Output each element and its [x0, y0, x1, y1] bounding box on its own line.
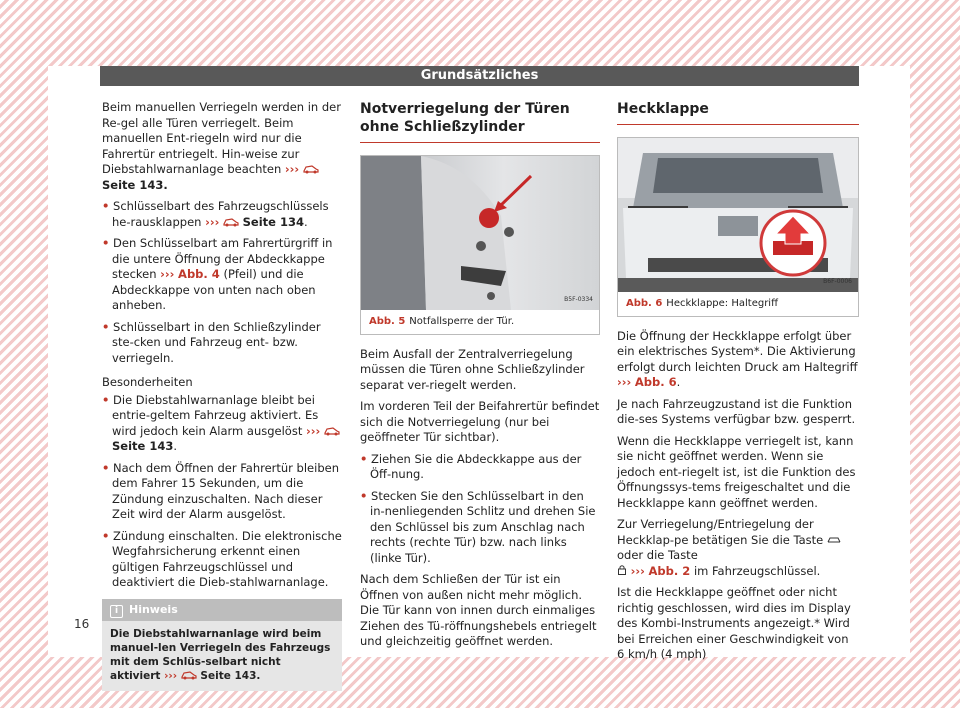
bullet-4-text: Die Diebstahlwarnanlage bleibt bei entrie-geltem Fahrzeug aktiviert. Es wird jedoch kein Alarm ausgelöst	[112, 392, 319, 438]
info-icon: i	[110, 605, 123, 618]
heckklappe-paragraph-4-ref[interactable]: Abb. 2	[648, 563, 691, 578]
intro-text: Beim manuellen Verriegeln werden in der Re-gel alle Türen verriegelt. Beim manuellen Ent-riegeln wird nur die Fahrertür entriegelt. Hin-weise zur Diebstahlwarnanlage beachten	[102, 100, 341, 176]
bullet-3-text: Schlüsselbart in den Schließzylinder ste-cken und Fahrzeug ent- bzw. verriegeln.	[112, 319, 321, 365]
bullet-5-text: Nach dem Öffnen der Fahrertür bleiben dem Fahrer 15 Sekunden, um die Zündung einzuschalten. Nach dieser Zeit wird der Alarm ausgelöst.	[112, 460, 339, 521]
notverriegelung-paragraph-3: Nach dem Schließen der Tür ist ein Öffnen von außen nicht mehr möglich. Die Tür kann von innen durch einmaliges Ziehen des Tü-röffnungshebels entriegelt und gleichzeitig geöffnet werden.	[360, 572, 597, 648]
hint-box	[102, 599, 342, 691]
page-header: Grundsätzliches	[100, 66, 859, 86]
door-illustration	[361, 156, 599, 310]
bullet-2-text-b: (Pfeil) und die Abdeckkappe von unten nach oben anheben.	[112, 267, 316, 312]
notverriegelung-bullet-1-text: Ziehen Sie die Abdeckkappe aus der Öff-nung.	[370, 451, 582, 481]
column-1	[102, 100, 342, 691]
hint-title: Hinweis	[129, 602, 178, 616]
heckklappe-paragraph-4-text-c: im Fahrzeugschlüssel.	[693, 563, 821, 578]
bullet-1: • Schlüsselbart des Fahrzeugschlüssels he-rausklappen ››› Seite 134.	[102, 199, 329, 229]
section-title-heckklappe: Heckklappe	[617, 100, 859, 125]
section-title-notverriegelung: Notverriegelung der Türen ohne Schließzylinder	[360, 100, 600, 143]
bullet-2-ref[interactable]: Abb. 4	[178, 267, 220, 281]
figure-5-label: Abb. 5	[369, 316, 406, 327]
warning-car-icon	[181, 669, 197, 680]
bullet-3: • Schlüsselbart in den Schließzylinder ste-cken und Fahrzeug ent- bzw. verriegeln.	[102, 319, 321, 365]
intro-paragraph	[102, 100, 342, 193]
warning-car-icon	[223, 216, 239, 227]
column-2	[360, 100, 600, 656]
heckklappe-paragraph-4-text-b: oder die Taste	[617, 548, 698, 562]
page-number: 16	[74, 617, 90, 631]
warning-car-icon	[324, 425, 340, 436]
figure-6-label: Abb. 6	[626, 298, 663, 309]
bullet-4-ref[interactable]: Seite 143	[112, 439, 174, 453]
notverriegelung-bullet-1: • Ziehen Sie die Abdeckkappe aus der Öff-nung.	[360, 451, 582, 481]
bullet-2-text-a: Den Schlüsselbart am Fahrertürgriff in die untere Öffnung der Abdeckkappe stecken	[112, 236, 333, 281]
figure-5-image	[361, 156, 599, 310]
figure-5-caption-text: Notfallsperre der Tür.	[409, 316, 515, 327]
notverriegelung-paragraph-1: Beim Ausfall der Zentralverriegelung müssen die Türen ohne Schließzylinder separat ver-riegelt werden.	[360, 346, 585, 392]
bullet-5: • Nach dem Öffnen der Fahrertür bleiben dem Fahrer 15 Sekunden, um die Zündung einzuschalten. Nach dieser Zeit wird der Alarm ausgelöst.	[102, 460, 339, 521]
hint-text: Die Diebstahlwarnanlage wird beim manuel-len Verriegeln des Fahrzeugs mit dem Schlüs-selbart nicht aktiviert	[110, 627, 331, 682]
bullet-6: • Zündung einschalten. Die elektronische Wegfahrsicherung erkennt einen gültigen Fahrzeugschlüssel und deaktiviert die Dieb-stahlwarnanlage.	[102, 528, 342, 589]
figure-6-caption-text: Heckklappe: Haltegriff	[666, 298, 778, 309]
lock-icon	[617, 564, 627, 575]
notverriegelung-paragraph-2: Im vorderen Teil der Beifahrertür befindet sich die Notverriegelung (nur bei geöffneter Tür sichtbar).	[360, 399, 600, 444]
tailgate-illustration	[618, 138, 858, 292]
tailgate-key-icon	[827, 536, 841, 544]
heckklappe-paragraph-5: Ist die Heckklappe geöffnet oder nicht richtig geschlossen, wird dies im Display des Kombi-Instruments angezeigt.* Wird bei Erreichen einer Geschwindigkeit von 6 km/h (4 mph)	[617, 585, 851, 661]
hint-header	[102, 599, 342, 621]
bullet-6-text: Zündung einschalten. Die elektronische Wegfahrsicherung erkennt einen gültigen Fahrzeugschlüssel und deaktiviert die Dieb-stahlwarnanlage.	[112, 528, 342, 589]
ref-arrows: ›››	[284, 162, 300, 176]
figure-6-image	[618, 138, 858, 292]
heckklappe-paragraph-1-ref[interactable]: Abb. 6	[634, 375, 677, 389]
heckklappe-paragraph-4: Zur Verriegelung/Entriegelung der Heckklap-pe betätigen Sie die Taste oder die Taste ››› Abb. 2 im Fahrzeugschlüssel.	[617, 517, 859, 579]
hint-ref[interactable]: Seite 143	[200, 669, 257, 682]
figure-6-caption	[618, 292, 858, 316]
hint-body: Die Diebstahlwarnanlage wird beim manuel-len Verriegeln des Fahrzeugs mit dem Schlüs-selbart nicht aktiviert ››› Seite 143.	[110, 627, 331, 682]
heckklappe-paragraph-4-text-a: Zur Verriegelung/Entriegelung der Heckklap-pe betätigen Sie die Taste	[617, 517, 824, 547]
column-3	[617, 100, 859, 669]
bullet-2: • Den Schlüsselbart am Fahrertürgriff in die untere Öffnung der Abdeckkappe stecken ››› Abb. 4 (Pfeil) und die Abdeckkappe von unten nach oben anheben.	[102, 236, 333, 312]
intro-ref[interactable]: Seite 143.	[102, 177, 168, 192]
bullet-1-text: Schlüsselbart des Fahrzeugschlüssels he-rausklappen	[112, 199, 329, 229]
notverriegelung-bullet-2: • Stecken Sie den Schlüsselbart in den in-nenliegenden Schlitz und drehen Sie den Schlüssel bis zum Anschlag nach rechts (rechte Tür) bzw. nach links (linke Tür).	[360, 488, 596, 565]
figure-5	[360, 155, 600, 335]
figure-5-caption	[361, 310, 599, 334]
section-heading-besonderheiten: Besonderheiten	[102, 375, 193, 389]
notverriegelung-bullet-2-text: Stecken Sie den Schlüsselbart in den in-nenliegenden Schlitz und drehen Sie den Schlüssel bis zum Anschlag nach rechts (rechte Tür) bzw. nach links (linke Tür).	[370, 488, 596, 565]
figure-6	[617, 137, 859, 317]
bullet-4: • Die Diebstahlwarnanlage bleibt bei entrie-geltem Fahrzeug aktiviert. Es wird jedoch kein Alarm ausgelöst ››› Seite 143.	[102, 393, 342, 455]
heckklappe-paragraph-3: Wenn die Heckklappe verriegelt ist, kann sie nicht geöffnet werden. Wenn sie jedoch ent-riegelt ist, ist die Funktion des Öffnungssys-tems freigeschaltet und die Heckklappe kann geöffnet werden.	[617, 433, 856, 510]
figure-6-code: B6F-0006	[823, 277, 852, 285]
heckklappe-paragraph-2: Je nach Fahrzeugzustand ist die Funktion die-ses Systems verfügbar bzw. gesperrt.	[617, 396, 856, 426]
figure-5-code: B5F-0334	[564, 295, 593, 303]
warning-car-icon	[303, 163, 319, 174]
heckklappe-paragraph-1: Die Öffnung der Heckklappe erfolgt über ein elektrisches System*. Die Aktivierung erfolgt durch leichten Druck am Haltegriff ››› Abb. 6.	[617, 328, 858, 389]
bullet-1-ref[interactable]: Seite 134	[242, 214, 304, 229]
heckklappe-paragraph-1-text: Die Öffnung der Heckklappe erfolgt über ein elektrisches System*. Die Aktivierung erfolgt durch leichten Druck am Haltegriff	[617, 328, 858, 374]
